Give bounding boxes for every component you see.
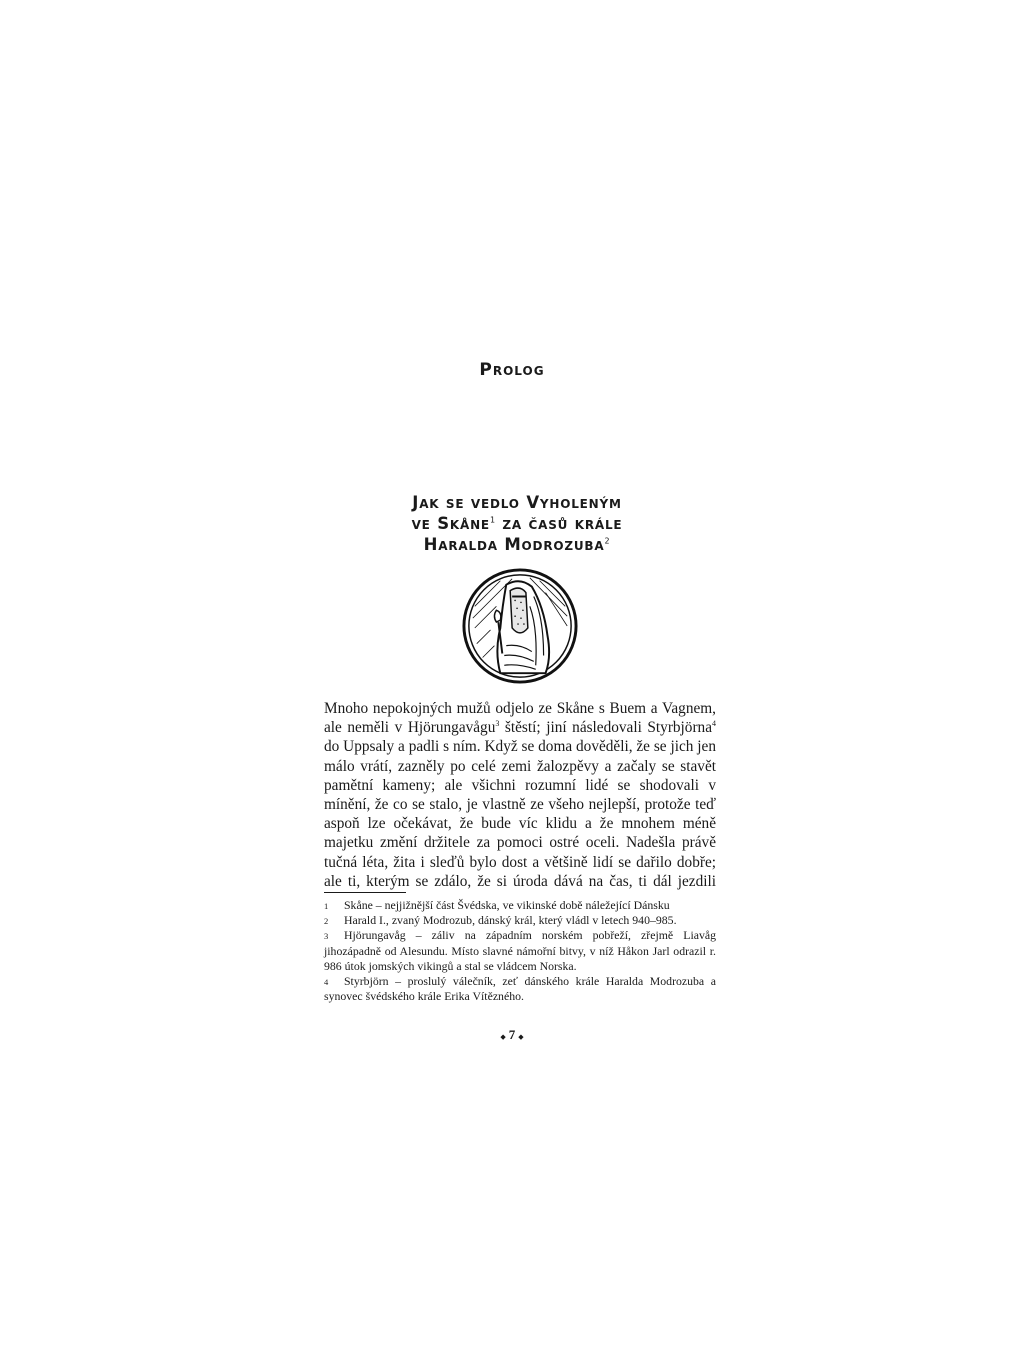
footnote-text: Hjörungavåg – záliv na západním norském pobřeží, zřejmě Liavåg jihozápadně od Alesundu. Místo slavné námořní bitvy, v níž Håkon Jarl odrazil r. 986 útok jomských vikingů a stal se vládcem Norska. (324, 928, 716, 973)
paragraph (324, 699, 716, 891)
section-title: Prolog (479, 360, 545, 380)
heading-text: za časů krále (495, 514, 623, 533)
heading-text: ve Skåne (411, 514, 490, 533)
footnote-2 (324, 913, 716, 928)
page-number-value: 7 (508, 1027, 516, 1042)
body-text-segment: Mnoho nepokojných mužů odjelo ze Skåne s Buem a Vagnem, ale neměli v Hjörungavågu (324, 700, 716, 737)
chapter-heading-line-2 (312, 513, 722, 534)
bullet-icon: ◆ (500, 1032, 506, 1041)
chapter-heading-line-3 (312, 534, 722, 555)
body-text-segment: do Uppsaly a padli s ním. Když se doma dověděli, že se jich jen málo vrátí, zazněly po celé zemi žalozpěvy a začaly se stavět pamětní kameny; ale všichni rozumní lidé se shodovali v mínění, že co se stalo, je vlastně ze všeho nejlepší, protože teď aspoň lze očekávat, že bude víc klidu a že mnohem méně majetku změní držitele za pomoci ostré oceli. Nadešla právě tučná léta, žita i sleďů bylo dost a většině lidí se dařilo dobře; ale ti, kterým se zdálo, že si úroda dává na čas, ti dál jezdili (324, 738, 716, 890)
hooded-figure-medallion-icon (461, 567, 579, 685)
footnote-divider (324, 892, 406, 893)
footnote-1 (324, 898, 716, 913)
page-number (0, 1027, 1024, 1043)
footnote-ref[interactable]: 2 (604, 536, 611, 546)
footnote-ref[interactable]: 3 (495, 719, 500, 729)
footnote-text: Styrbjörn – proslulý válečník, zeť dánského krále Haralda Modrozuba a synovec švédského krále Erika Vítězného. (324, 974, 716, 1004)
body-text-segment: štěstí; jiní následovali Styrbjörna (499, 719, 712, 737)
footnote-4 (324, 974, 716, 1004)
footnote-3 (324, 928, 716, 974)
heading-text: Haralda Modrozuba (423, 535, 605, 554)
bullet-icon: ◆ (518, 1032, 524, 1041)
footnote-text: Skåne – nejjižnější část Švédska, ve vikinské době náležející Dánsku (344, 898, 670, 912)
footnote-number: 2 (324, 916, 329, 927)
footnote-ref[interactable]: 1 (489, 515, 496, 525)
chapter-heading-line-1: Jak se vedlo Vyholeným (412, 493, 622, 512)
footnote-ref[interactable]: 4 (712, 719, 716, 729)
footnote-text: Harald I., zvaný Modrozub, dánský král, který vládl v letech 940–985. (344, 913, 677, 928)
footnote-number: 4 (324, 977, 329, 988)
footnote-number: 3 (324, 931, 329, 942)
footnotes (324, 898, 716, 1004)
footnote-number: 1 (324, 901, 329, 911)
chapter-heading (312, 492, 722, 555)
body-text (324, 699, 716, 891)
